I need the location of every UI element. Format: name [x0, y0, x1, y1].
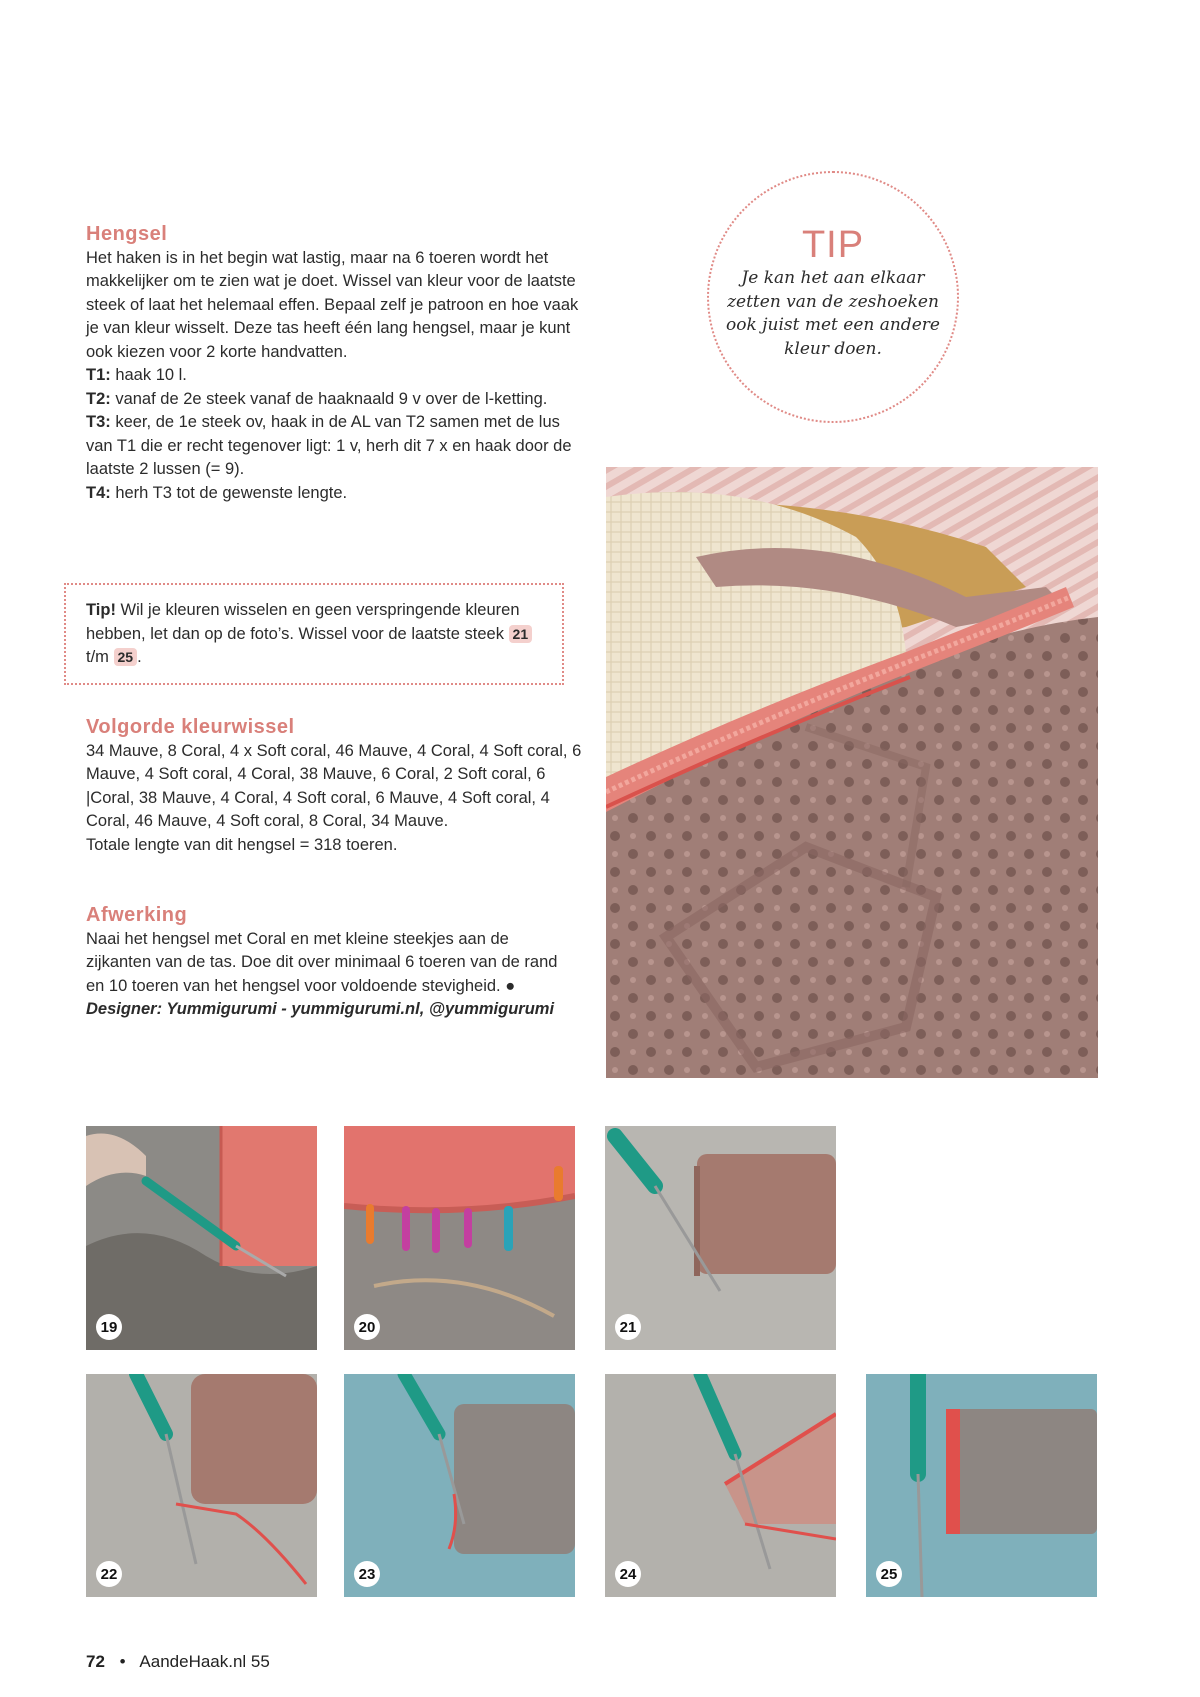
footer-bullet: • [119, 1652, 126, 1671]
step-photo-24-drawing [605, 1374, 836, 1597]
heading-afwerking: Afwerking [86, 904, 188, 926]
step-photo-19 [86, 1126, 317, 1350]
heading-volgorde: Volgorde kleurwissel [86, 716, 295, 738]
step-photo-22-drawing [86, 1374, 317, 1597]
tip-circle [707, 171, 959, 423]
tip-box-label: Tip! [86, 601, 116, 619]
tip-box [64, 583, 564, 685]
step-text: haak 10 l. [110, 366, 187, 384]
designer-credit: Designer: Yummigurumi - yummigurumi.nl, @yummigurumi [86, 1000, 555, 1018]
step-label: T2: [86, 389, 111, 408]
section-afwerking [86, 904, 566, 1022]
photo-number-badge: 22 [96, 1561, 122, 1587]
tip-box-text: Wil je kleuren wisselen en geen verspringende kleuren hebben, let dan op de foto’s. Wissel voor de laatste steek [86, 601, 520, 643]
footer-source: AandeHaak.nl 55 [139, 1652, 270, 1671]
page-number: 72 [86, 1652, 105, 1671]
afwerking-text: Naai het hengsel met Coral en met kleine steekjes aan de zijkanten van de tas. Doe dit over minimaal 6 toeren van de rand en 10 toeren van het hengsel voor voldoende stevigheid. ● [86, 929, 558, 995]
step-text: herh T3 tot de gewenste lengte. [110, 483, 348, 502]
step-t1 [86, 364, 586, 388]
step-t3 [86, 411, 586, 482]
step-number-badge: 25 [114, 648, 138, 666]
step-t2 [86, 388, 586, 412]
volgorde-text: 34 Mauve, 8 Coral, 4 x Soft coral, 46 Mauve, 4 Coral, 4 Soft coral, 6 Mauve, 4 Soft coral, 4 Coral, 38 Mauve, 6 Coral, 2 Soft coral, 6 |Coral, 38 Mauve, 4 Coral, 4 Soft coral, 6 Mauve, 4 Soft coral, 4 Coral, 46 Mauve, 4 Soft coral, 8 Coral, 34 Mauve. [86, 741, 582, 830]
tip-circle-text: Je kan het aan elkaar zetten van de zeshoeken ook juist met een andere kleur doen. [726, 268, 940, 359]
step-photo-23 [344, 1374, 575, 1597]
step-photo-25 [866, 1374, 1097, 1597]
section-hengsel [86, 223, 586, 505]
section-volgorde [86, 716, 586, 857]
photo-number-badge: 24 [615, 1561, 641, 1587]
step-photo-19-drawing [86, 1126, 317, 1350]
photo-number-badge: 21 [615, 1314, 641, 1340]
step-photo-21 [605, 1126, 836, 1350]
hengsel-intro: Het haken is in het begin wat lastig, maar na 6 toeren wordt het makkelijker om te zien wat je doet. Wissel van kleur voor de laatste steek of laat het helemaal effen. Bepaal zelf je patroon en hoe vaak je van kleur wisselt. Deze tas heeft één lang hengsel, maar je kunt ook kiezen voor 2 korte handvatten. [86, 248, 579, 361]
volgorde-total: Totale lengte van dit hengsel = 318 toeren. [86, 835, 398, 854]
tip-circle-title: TIP [801, 224, 865, 266]
main-photo-bag [606, 467, 1098, 1078]
page-footer [86, 1652, 270, 1672]
step-number-badge: 21 [509, 625, 533, 643]
tip-box-between: t/m [86, 648, 114, 666]
step-label: T4: [86, 483, 111, 502]
photo-number-badge: 20 [354, 1314, 380, 1340]
step-photo-20 [344, 1126, 575, 1350]
step-photo-20-drawing [344, 1126, 575, 1350]
step-text: vanaf de 2e steek vanaf de haaknaald 9 v over de l-ketting. [110, 389, 548, 408]
heading-hengsel: Hengsel [86, 223, 168, 245]
step-label: T3: [86, 413, 111, 431]
step-photo-23-drawing [344, 1374, 575, 1597]
photo-number-badge: 23 [354, 1561, 380, 1587]
step-photo-21-drawing [605, 1126, 836, 1350]
main-photo-drawing [606, 467, 1098, 1078]
photo-number-badge: 19 [96, 1314, 122, 1340]
step-t4 [86, 482, 586, 506]
step-label: T1: [86, 366, 111, 384]
step-photo-25-drawing [866, 1374, 1097, 1597]
step-text: keer, de 1e steek ov, haak in de AL van T2 samen met de lus van T1 die er recht tegenover ligt: 1 v, herh dit 7 x en haak door de laatste 2 lussen (= 9). [86, 413, 572, 478]
photo-number-badge: 25 [876, 1561, 902, 1587]
step-photo-24 [605, 1374, 836, 1597]
step-photo-22 [86, 1374, 317, 1597]
tip-box-end: . [137, 648, 142, 666]
